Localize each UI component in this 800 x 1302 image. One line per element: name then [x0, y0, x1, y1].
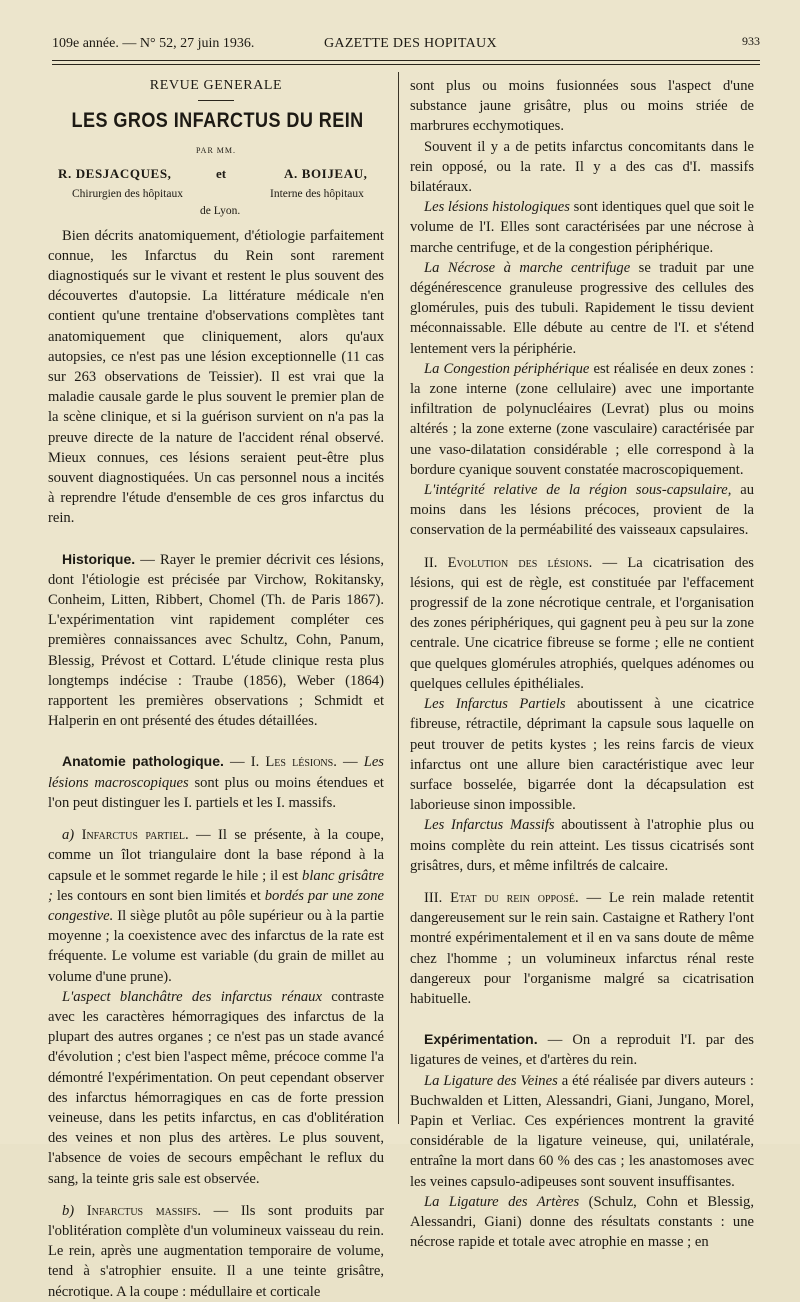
left-column [48, 76, 384, 1302]
anatomie-paragraph: Anatomie pathologique. — I. Les lésions. — Les lésions macroscopiques sont plus ou moins étendues et l'on peut distinguer les I. partiels et les I. massifs. [48, 753, 384, 811]
massifs-paragraph: Les Infarctus Massifs aboutissent à l'atrophie plus ou moins complète du rein atteint. Les tissus cicatrisés sont grisâtres, durs, et même infiltrés de calcaire. [410, 817, 754, 874]
evolution-heading: Evolution des lésions. [447, 554, 593, 571]
rein-oppose-heading: Etat du rein opposé. [450, 889, 579, 906]
authors-city: de Lyon. [200, 204, 241, 217]
ligature-arteres-paragraph: La Ligature des Artères (Schulz, Cohn et Blessig, Alessandri, Giani) donne des résultats constants : une nécrose rapide et totale avec atrophie en masse ; en [410, 1193, 754, 1251]
infarctus-massifs-paragraph: b) Infarctus massifs. — Ils sont produits par l'oblitération complète d'un volumineux vaisseau du rein. Le rein, après une augmentation temporaire de volume, tend à s'atrophier ensuite. Il a une teinte grisâtre, nécrotique. A la coupe : médullaire et corticale [48, 1202, 384, 1300]
header-rule-thin [52, 64, 760, 65]
historique-paragraph: Historique. — Rayer le premier décrivit ces lésions, dont l'étiologie est précisée par Virchow, Rokitansky, Conheim, Litten, Ribbert, Chomel (Th. de Paris 1867). L'expérimentation vint rapidement compléter ces premières connaissances avec Schultz, Cohn, Panum, Blessig, Prévost et Cottard. L'étude clinique resta plus longtemps indécise : Traube (1856), Weber (1864) rapportent les premières observations ; Schmidt et Halperin en ont présenté des études détaillées. [48, 550, 384, 730]
page-header [52, 34, 760, 56]
integrite-paragraph: L'intégrité relative de la région sous-capsulaire, au moins dans les lésions précoces, provient de la conservation de la perméabilité des vaisseaux capsulaires. [410, 482, 754, 539]
infarctus-massifs-heading: Infarctus massifs. [86, 1202, 202, 1219]
right-column [410, 76, 754, 1252]
article-title: LES GROS INFARCTUS DU REIN [71, 109, 364, 133]
rubric-rule [198, 100, 234, 101]
experimentation-paragraph: Expérimentation. — On a reproduit l'I. par des ligatures de veines, et d'artères du rein. [410, 1031, 754, 1069]
intro-paragraph: Bien décrits anatomiquement, d'étiologie parfaitement connue, les Infarctus du Rein sont rarement diagnostiqués sur le vivant et restent le plus souvent des découvertes d'autopsie. La littérature médicale n'en contient qu'une trentaine d'observations complètes tant anatomiquement que cliniquement, alors qu'aux autopsies, ce n'est pas une lésion exceptionnelle (11 cas sur 263 observations de Teissier). Il est vrai que la maladie causale garde le plus souvent le premier plan de la scène clinique, et si la guérison survient on n'a pas la preuve directe de la nature de l'accident rénal observé. Mieux connues, ces lésions seraient peut-être plus souvent diagnostiquées. Un cas personnel nous a incités à reprendre l'étude d'ensemble de ces gros infarctus du rein. [48, 227, 384, 527]
author-desjacques: R. DESJACQUES, [58, 165, 172, 181]
continuation-paragraph: sont plus ou moins fusionnées sous l'aspect d'une substance jaune grisâtre, plus ou moins striée de marbrures ecchymotiques. [410, 78, 754, 135]
byline-prefix: PAR MM. [195, 146, 237, 156]
author-boijeau: A. BOIJEAU, [284, 165, 368, 181]
author2-role: Interne des hôpitaux [270, 187, 364, 200]
page-number: 933 [742, 34, 760, 48]
authors-block [48, 164, 384, 226]
infarctus-partiel-paragraph: a) Infarctus partiel. — Il se présente, à la coupe, comme un îlot triangulaire dont la base répond à la capsule et le sommet regarde le hile ; il est blanc grisâtre ; les contours en sont bien limités et bordés par une zone congestive. Il siège plutôt au pôle supérieur ou à la partie moyenne ; la coexistence avec des infarctus de la rate est fréquente. Le volume est variable (du grain de millet au volume d'une prune). [48, 827, 384, 985]
histologic-paragraph: Les lésions histologiques sont identiques quel que soit le volume de l'I. Elles sont caractérisées par une nécrose à marche centrifuge, et de la congestion périphérique. [410, 199, 754, 256]
partiels-paragraph: Les Infarctus Partiels aboutissent à une cicatrice fibreuse, rétractile, déprimant la capsule sous laquelle on peut trouver de petits kystes ; les reins farcis de vieux infarctus ont une allure bien caractéristique avec leur surface bosselée, bigarrée dont la décapsulation est laborieuse sinon impossible. [410, 696, 755, 814]
rein-oppose-paragraph: III. Etat du rein opposé. — Le rein malade retentit dangereusement sur le rein sain. Castaigne et Rathery l'ont montré expérimentalement et il en va sans doute de même chez l'homme ; un volumineux infarctus rénal reste dangereux pour l'organisme malgré sa cicatrisation habituelle. [410, 889, 754, 1007]
lesions-subheading: Les lésions. [265, 754, 337, 771]
rubric: REVUE GENERALE [149, 78, 283, 93]
issue-info: 109e année. — N° 52, 27 juin 1936. [52, 36, 255, 51]
necrose-paragraph: La Nécrose à marche centrifuge se traduit par une dégénérescence granuleuse progressive des cellules des glomérules, puis des tubuli. Rapidement le tissu devient méconnaissable. Elle débute au centre de l'I. et s'étend lentement vers la périphérie. [410, 259, 754, 357]
anatomie-heading: Anatomie pathologique. [62, 753, 224, 770]
concomitant-paragraph: Souvent il y a de petits infarctus concomitants dans le rein opposé, ou la rate. Il y a des cas d'I. massifs bilatéraux. [410, 138, 754, 196]
evolution-paragraph: II. Evolution des lésions. — La cicatrisation des lésions, qui est de règle, est constituée par l'effacement progressif de la zone nécrotique centrale, et l'organisation des zones périphériques, qui gagnent peu à peu sur la zone centrale. Une cicatrice fibreuse se forme ; elle ne contient que quelques glomérules atrophiés, quelques adénomes ou quelques cellules épithéliales. [410, 554, 754, 692]
header-rule [52, 60, 760, 61]
historique-heading: Historique. [62, 550, 136, 567]
journal-name: GAZETTE DES HOPITAUX [324, 36, 497, 51]
author1-role: Chirurgien des hôpitaux [72, 187, 183, 200]
aspect-paragraph: L'aspect blanchâtre des infarctus rénaux contraste avec les caractères hémorragiques des infarctus de la plupart des autres organes ; ce n'est pas un stade avancé d'évolution ; c'est bien l'aspect même, précoce comme l'a démontré l'expérimentation. On peut cependant observer des infarctus hémorragiques en cas de forte pression veineuse, dans les petits infarctus, en cas d'oblitération des veines et non plus des artères. Le plus souvent, l'absence de voies de secours empêchant le reflux du sang, la teinte gris sale est observée. [48, 988, 384, 1187]
author-conjunction: et [216, 165, 227, 181]
infarctus-partiel-heading: Infarctus partiel. [81, 827, 189, 844]
ligature-veines-paragraph: La Ligature des Veines a été réalisée par divers auteurs : Buchwalden et Litten, Alessandri, Giani, Jungano, Morel, Papin et Verliac. Ces expériences montrent la gravité considérable de la ligature veineuse, qui, unilatérale, entraîne la mort dans 60 % des cas ; les anastomoses avec les veines capsulo-adipeuses sont souvent insuffisantes. [410, 1072, 754, 1190]
congestion-paragraph: La Congestion périphérique est réalisée en deux zones : la zone interne (zone cellulaire) avec une importante infiltration de polynucléaires (Levrat) plus ou moins altérés ; la zone externe (zone vasculaire) caractérisée par une vaso-dilatation considérable ; elle correspond à la bordure cyanique souvent constatée macroscopiquement. [410, 360, 754, 478]
experimentation-heading: Expérimentation. [424, 1031, 538, 1048]
column-divider [398, 72, 399, 1124]
